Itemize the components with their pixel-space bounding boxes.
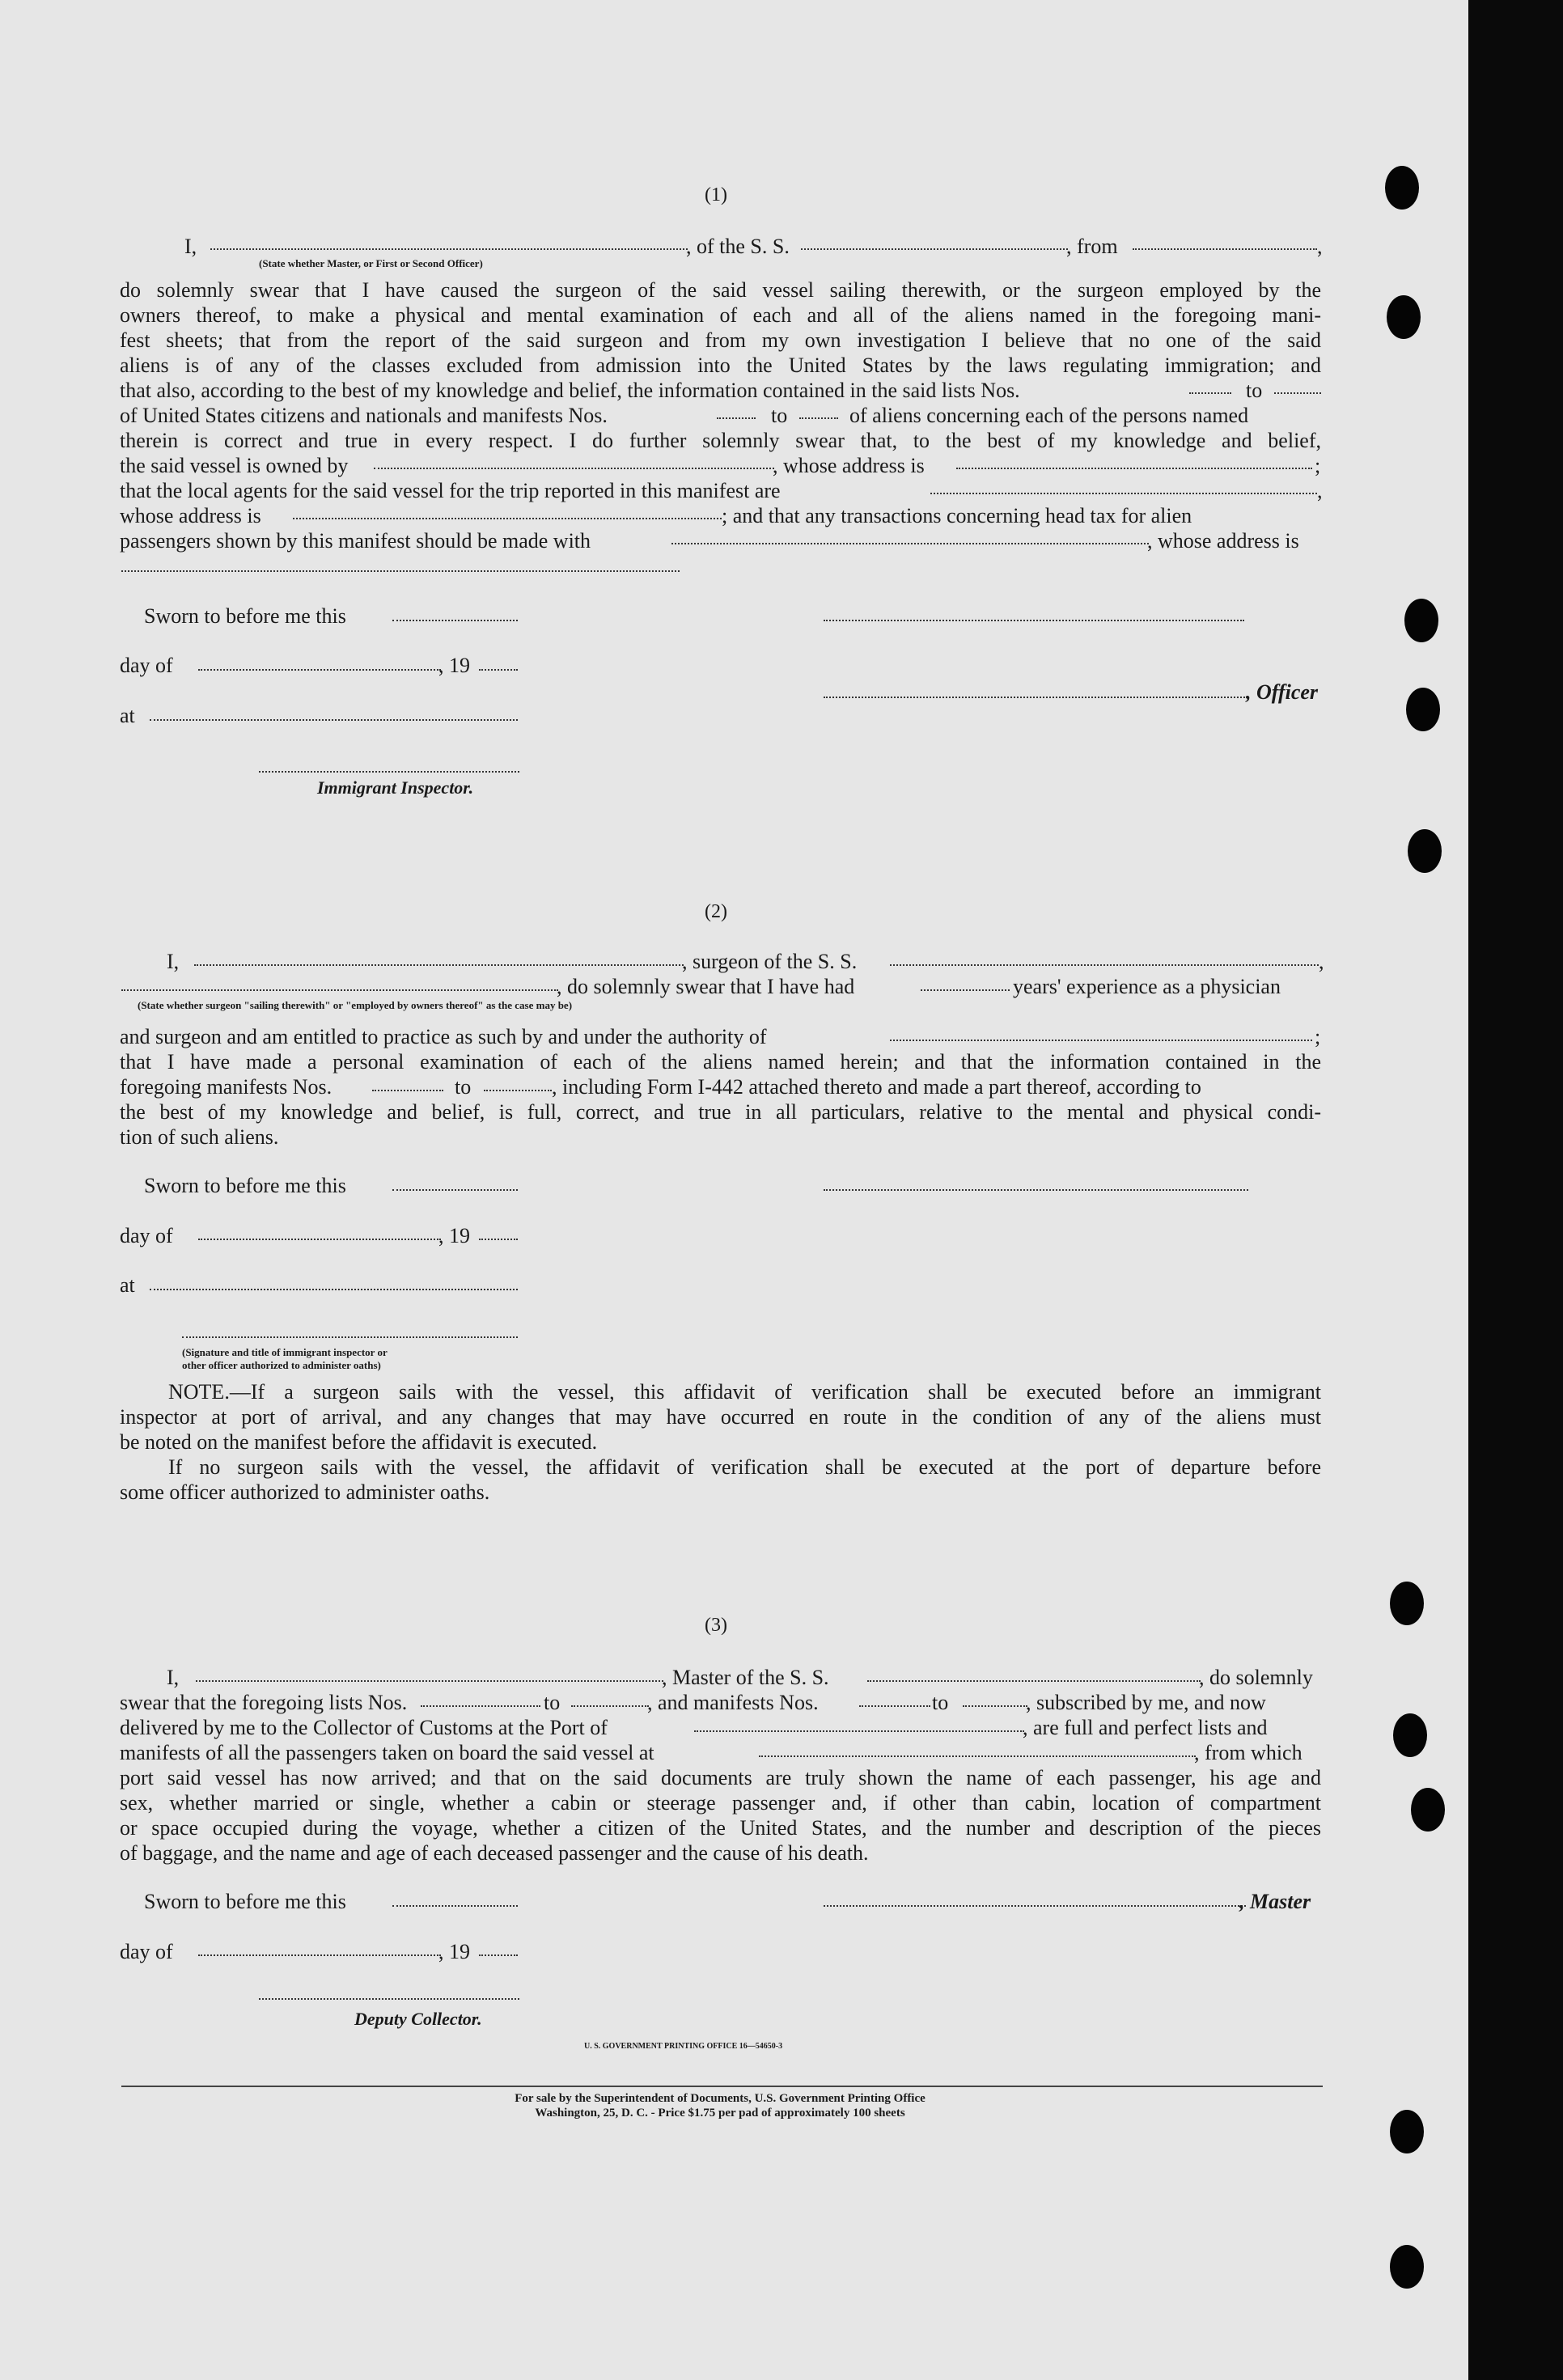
s3-line-2: sex, whether married or single, whether a cabin or steerage passenger and, if other than cabin, location of compartment <box>120 1791 1321 1815</box>
s2-day-of-label: day of <box>120 1224 173 1247</box>
s1-from-label: , from <box>1066 235 1118 258</box>
s2-manifests-to-field[interactable] <box>484 1090 552 1091</box>
s1-line-8: the said vessel is owned by <box>120 454 349 477</box>
binder-hole <box>1408 829 1442 873</box>
s3-lists-to-field[interactable] <box>571 1705 649 1707</box>
section-3-number: (3) <box>705 1615 727 1636</box>
s1-inspector-line[interactable] <box>259 771 519 773</box>
s3-master-of: , Master of the S. S. <box>662 1666 829 1689</box>
s3-to-label-2: to <box>932 1691 949 1714</box>
s1-semicolon: ; <box>1315 454 1321 477</box>
s3-ss-field[interactable] <box>867 1680 1201 1682</box>
s3-master-field[interactable] <box>196 1680 663 1682</box>
s1-year-field[interactable] <box>479 669 518 671</box>
s1-day-of-label: day of <box>120 654 173 677</box>
s3-delivered: delivered by me to the Collector of Customs at the Port of <box>120 1716 608 1739</box>
s2-surgeon-field[interactable] <box>194 964 684 966</box>
s2-at-field[interactable] <box>150 1289 518 1290</box>
s1-day-field[interactable] <box>198 669 441 671</box>
s3-master-signature-field[interactable] <box>824 1905 1246 1907</box>
s1-line-5: that also, according to the best of my knowledge and belief, the information contained in the said lists Nos. <box>120 379 1020 402</box>
s3-line-4: of baggage, and the name and age of each deceased passenger and the cause of his death. <box>120 1841 869 1865</box>
s2-note-1: NOTE.—If a surgeon sails with the vessel, this affidavit of verification shall be executed before an immigrant <box>168 1380 1321 1404</box>
s3-subscribed: , subscribed by me, and now <box>1026 1691 1266 1714</box>
s1-line-11: passengers shown by this manifest should be made with <box>120 529 591 553</box>
s1-comma: , <box>1317 235 1323 258</box>
s1-year-label: , 19 <box>438 654 470 677</box>
s1-whose-address: , whose address is <box>773 454 925 477</box>
s2-at-label: at <box>120 1273 135 1297</box>
s1-tax-party-address-field[interactable] <box>121 570 680 572</box>
s3-day-of-label: day of <box>120 1940 173 1963</box>
s1-officer-label: , Officer <box>1246 680 1319 704</box>
s2-to-label: to <box>455 1075 472 1099</box>
s2-exam: that I have made a personal examination of each of the aliens named herein; and that the information contained in the <box>120 1050 1321 1074</box>
s3-full-lists: , are full and perfect lists and <box>1023 1716 1268 1739</box>
s1-of-ss-label: , of the S. S. <box>686 235 790 258</box>
s1-line-7: therein is correct and true in every respect. I do further solemnly swear that, to the best of my knowledge and belief, <box>120 429 1321 452</box>
s3-from-which: , from which <box>1194 1741 1302 1764</box>
s3-departure-field[interactable] <box>759 1755 1196 1757</box>
binder-hole <box>1385 166 1419 210</box>
s2-years-exp: years' experience as a physician <box>1013 975 1281 998</box>
s1-line-9: that the local agents for the said vessel for the trip reported in this manifest are <box>120 479 781 502</box>
s3-do-solemnly: , do solemnly <box>1199 1666 1313 1689</box>
s2-manifests-b: , including Form I-442 attached thereto and made a part thereof, according to <box>552 1075 1201 1099</box>
section-2-number: (2) <box>705 901 727 922</box>
s2-manifests-a: foregoing manifests Nos. <box>120 1075 333 1099</box>
s2-capacity-field[interactable] <box>121 989 558 991</box>
s3-year-label: , 19 <box>438 1940 470 1963</box>
s2-authority: and surgeon and am entitled to practice as such by and under the authority of <box>120 1025 767 1048</box>
s2-comma: , <box>1319 950 1324 973</box>
binder-hole <box>1387 295 1421 339</box>
s2-tion: tion of such aliens. <box>120 1125 279 1149</box>
s1-line-3: fest sheets; that from the report of the said surgeon and from my own investigation I believe that no one of the said <box>120 328 1321 352</box>
s1-line-10: whose address is <box>120 504 261 527</box>
s3-line-3: or space occupied during the voyage, whether a citizen of the United States, and the number and description of the pieces <box>120 1816 1321 1840</box>
s1-officer-field[interactable] <box>210 248 688 250</box>
s1-agents-field[interactable] <box>930 493 1317 494</box>
binder-hole <box>1390 1582 1424 1625</box>
s1-at-field[interactable] <box>150 719 518 721</box>
s1-caption: (State whether Master, or First or Second Officer) <box>259 257 483 269</box>
s1-sworn-date-field[interactable] <box>392 620 518 621</box>
s3-and-manifests: , and manifests Nos. <box>647 1691 819 1714</box>
s2-note-4: If no surgeon sails with the vessel, the affidavit of verification shall be executed at the port of departure before <box>168 1455 1321 1479</box>
s2-note-5: some officer authorized to administer oaths. <box>120 1480 490 1504</box>
s1-comma-2: , <box>1317 479 1323 502</box>
gpo-imprint: U. S. GOVERNMENT PRINTING OFFICE 16—54650-3 <box>584 2042 783 2051</box>
s1-from-field[interactable] <box>1133 248 1317 250</box>
s1-head-tax: ; and that any transactions concerning head tax for alien <box>722 504 1192 527</box>
s2-surgeon-of-label: , surgeon of the S. S. <box>682 950 858 973</box>
footer-rule <box>121 2086 1323 2087</box>
s1-line-4: aliens is of any of the classes excluded from admission into the United States by the laws regulating immigration; and <box>120 354 1321 377</box>
binder-hole <box>1393 1713 1427 1757</box>
s3-deputy-line[interactable] <box>259 1998 519 2000</box>
s1-sworn-label: Sworn to before me this <box>144 604 346 628</box>
s1-line-2: owners thereof, to make a physical and mental examination of each and all of the aliens named in the foregoing mani- <box>120 303 1321 327</box>
s2-note-2: inspector at port of arrival, and any changes that may have occurred en route in the condition of any of the aliens must <box>120 1405 1321 1429</box>
s2-day-field[interactable] <box>198 1239 441 1240</box>
s3-port-field[interactable] <box>694 1730 1024 1732</box>
s1-line-1: do solemnly swear that I have caused the surgeon of the said vessel sailing therewith, or the surgeon employed by the <box>120 278 1321 302</box>
s2-caption: (State whether surgeon "sailing therewith" or "employed by owners thereof" as the case may be) <box>138 999 573 1011</box>
s3-year-field[interactable] <box>479 1954 518 1956</box>
s3-sworn-date-field[interactable] <box>392 1905 518 1907</box>
s1-line-6: of United States citizens and nationals and manifests Nos. <box>120 404 608 427</box>
sale-notice-2: Washington, 25, D. C. - Price $1.75 per pad of approximately 100 sheets <box>535 2107 905 2120</box>
s3-day-field[interactable] <box>198 1954 441 1956</box>
s2-sworn-label: Sworn to before me this <box>144 1174 346 1197</box>
s3-deputy-label: Deputy Collector. <box>354 2009 482 2029</box>
s1-ss-field[interactable] <box>801 248 1068 250</box>
binder-hole <box>1390 2245 1424 2289</box>
s1-manifests-from-field[interactable] <box>717 417 756 419</box>
s1-lists-to-field[interactable] <box>1274 392 1321 394</box>
s3-master-label: , Master <box>1239 1890 1311 1913</box>
s2-year-label: , 19 <box>438 1224 470 1247</box>
s2-authority-field[interactable] <box>890 1040 1312 1041</box>
s1-officer-signature-field[interactable] <box>824 620 1244 621</box>
s2-semicolon: ; <box>1315 1025 1321 1048</box>
s1-to-label-2: to <box>771 404 788 427</box>
s3-manifests-all: manifests of all the passengers taken on board the said vessel at <box>120 1741 654 1764</box>
s3-i-label: I, <box>167 1666 180 1689</box>
section-1-number: (1) <box>705 184 727 205</box>
s2-sig-caption-2: other officer authorized to administer oaths) <box>182 1359 381 1371</box>
s1-owner-address-field[interactable] <box>956 468 1312 469</box>
s1-officer-line[interactable] <box>824 697 1248 698</box>
sale-notice-1: For sale by the Superintendent of Documents, U.S. Government Printing Office <box>515 2092 926 2105</box>
s3-lists-from-field[interactable] <box>421 1705 540 1707</box>
s2-year-field[interactable] <box>479 1239 518 1240</box>
s1-tax-party-field[interactable] <box>671 543 1149 544</box>
binder-hole <box>1406 688 1440 731</box>
bleed-through <box>502 121 767 146</box>
s1-whose-address-end: , whose address is <box>1147 529 1299 553</box>
s2-sworn-date-field[interactable] <box>392 1189 518 1191</box>
s2-signature-line[interactable] <box>182 1336 518 1338</box>
binder-hole <box>1411 1788 1445 1832</box>
s1-at-label: at <box>120 704 135 727</box>
s3-sworn-label: Sworn to before me this <box>144 1890 346 1913</box>
s2-note-3: be noted on the manifest before the affidavit is executed. <box>120 1430 598 1454</box>
s3-swear-lists: swear that the foregoing lists Nos. <box>120 1691 408 1714</box>
s2-surgeon-signature-field[interactable] <box>824 1189 1248 1191</box>
s2-best: the best of my knowledge and belief, is full, correct, and true in all particulars, relative to the mental and physical condi- <box>120 1100 1321 1124</box>
s1-owner-field[interactable] <box>374 468 774 469</box>
s2-manifests-from-field[interactable] <box>372 1090 443 1091</box>
s3-manifests-to-field[interactable] <box>963 1705 1027 1707</box>
s2-ss-field[interactable] <box>890 964 1319 966</box>
binder-hole <box>1404 599 1438 642</box>
s2-years-field[interactable] <box>921 989 1010 991</box>
s1-i-label: I, <box>184 235 197 258</box>
s3-manifests-from-field[interactable] <box>859 1705 930 1707</box>
s1-inspector-label: Immigrant Inspector. <box>317 777 474 798</box>
binder-hole <box>1390 2110 1424 2153</box>
s3-to-label: to <box>544 1691 561 1714</box>
s1-body <box>120 277 1321 378</box>
s2-sig-caption-1: (Signature and title of immigrant inspector or <box>182 1346 388 1358</box>
s2-i-label: I, <box>167 950 180 973</box>
s3-line-1: port said vessel has now arrived; and that on the said documents are truly shown the name of each passenger, his age and <box>120 1766 1321 1789</box>
s1-of-aliens: of aliens concerning each of the persons named <box>849 404 1249 427</box>
s1-agents-address-field[interactable] <box>293 518 722 519</box>
s1-lists-from-field[interactable] <box>1189 392 1231 394</box>
s1-manifests-to-field[interactable] <box>799 417 838 419</box>
s2-swear: , do solemnly swear that I have had <box>557 975 855 998</box>
s1-to-label: to <box>1246 379 1263 402</box>
